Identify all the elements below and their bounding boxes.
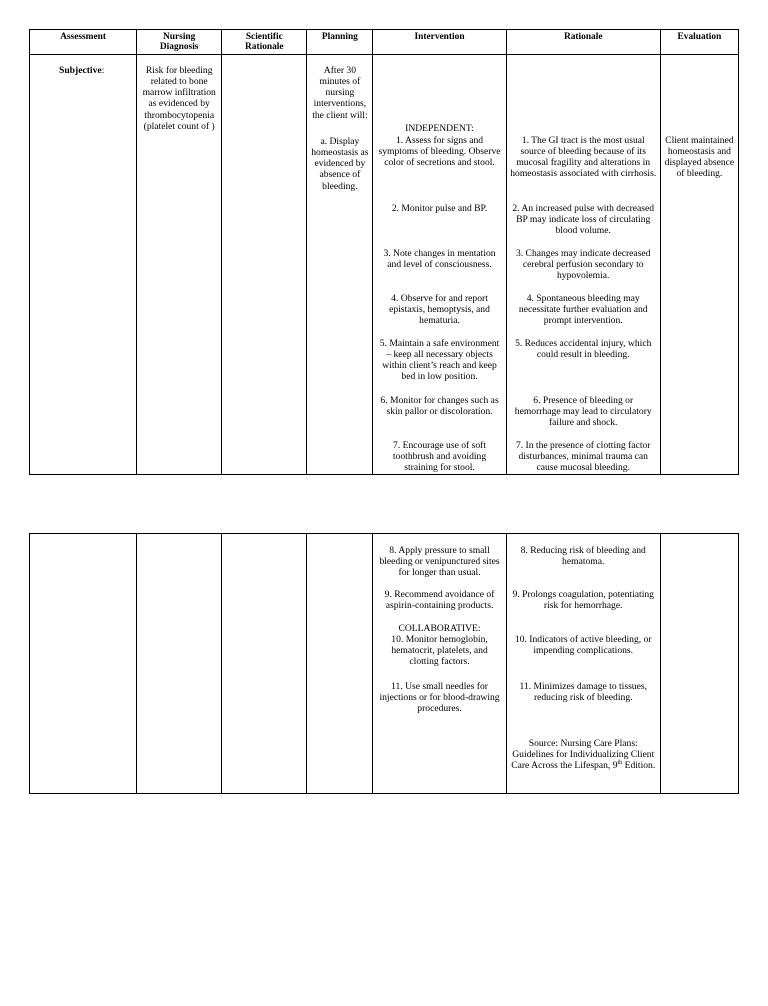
header-planning: Planning [307, 30, 373, 55]
intervention-cell [373, 55, 506, 475]
rationale-item: 1. The GI tract is the most usual source of bleeding because of its mucosal fragility and alterations in homeostasis associated with cirrhosis. [510, 135, 657, 180]
intervention-item: 8. Apply pressure to small bleeding or venipunctured sites for longer than usual. [379, 545, 500, 579]
planning-intro: After 30 minutes of nursing interventions, the client will: [312, 65, 368, 121]
rationale-item: 9. Prolongs coagulation, potentiating risk for hemorrhage. [512, 589, 654, 612]
intervention-item: 4. Observe for and report epistaxis, hemoptysis, and hematuria. [389, 293, 490, 327]
rationale-item: 4. Spontaneous bleeding may necessitate further evaluation and prompt intervention. [518, 293, 648, 327]
collaborative-label: COLLABORATIVE: [398, 623, 481, 634]
intervention-item: 10. Monitor hemoglobin, hematocrit, platelets, and clotting factors. [391, 634, 488, 668]
evaluation-text: Client maintained homeostasis and displayed absence of bleeding. [664, 135, 735, 180]
scientific-rationale-cell [222, 534, 307, 794]
rationale-item: 3. Changes may indicate decreased cerebral perfusion secondary to hypovolemia. [515, 248, 651, 282]
independent-label: INDEPENDENT: [405, 123, 474, 134]
subjective-label: Subjective: [59, 65, 105, 76]
header-assessment: Assessment [30, 30, 137, 55]
care-plan-table-part-2 [29, 533, 739, 794]
rationale-item: 5. Reduces accidental injury, which could result in bleeding. [515, 338, 652, 361]
nursing-diagnosis-text: Risk for bleeding related to bone marrow infiltration as evidenced by thrombocytopenia (platelet count of ) [142, 65, 216, 132]
rationale-item: 7. In the presence of clotting factor disturbances, minimal trauma can cause mucosal bleeding. [515, 440, 651, 474]
rationale-item: 6. Presence of bleeding or hemorrhage may lead to circulatory failure and shock. [514, 395, 652, 429]
scientific-rationale-cell [222, 55, 307, 475]
header-nursing-diagnosis: Nursing Diagnosis [137, 30, 222, 55]
rationale-item: 8. Reducing risk of bleeding and hematoma. [520, 545, 646, 568]
rationale-item: 10. Indicators of active bleeding, or impending complications. [514, 634, 652, 657]
diagnosis-cell [137, 55, 222, 475]
intervention-item: 2. Monitor pulse and BP. [391, 203, 488, 214]
header-intervention: Intervention [373, 30, 506, 55]
planning-cell [307, 534, 373, 794]
header-scientific-rationale: Scientific Rationale [222, 30, 307, 55]
intervention-item: 5. Maintain a safe environment – keep all necessary objects within client’s reach and keep bed in low position. [379, 338, 500, 383]
rationale-item: 2. An increased pulse with decreased BP may indicate loss of circulating blood volume. [512, 203, 655, 237]
intervention-item: 9. Recommend avoidance of aspirin-containing products. [384, 589, 495, 612]
evaluation-cell [660, 55, 738, 475]
body-row [30, 55, 739, 475]
care-plan-table-part-1 [29, 29, 739, 475]
header-row [30, 30, 739, 55]
assessment-cell [30, 55, 137, 475]
intervention-item: 3. Note changes in mentation and level of consciousness. [383, 248, 496, 271]
assessment-cell [30, 534, 137, 794]
body-row-continued [30, 534, 739, 794]
diagnosis-cell [137, 534, 222, 794]
intervention-item: 1. Assess for signs and symptoms of bleeding. Observe color of secretions and stool. [378, 135, 501, 169]
planning-cell [307, 55, 373, 475]
intervention-item: 7. Encourage use of soft toothbrush and avoiding straining for stool. [392, 440, 487, 474]
intervention-cell [373, 534, 506, 794]
intervention-item: 11. Use small needles for injections or for blood-drawing procedures. [379, 681, 500, 715]
rationale-cell [506, 534, 660, 794]
source-citation: Source: Nursing Care Plans: Guidelines for Individualizing Client Care Across the Lifespan, 9th Edition. [511, 738, 656, 772]
intervention-item: 6. Monitor for changes such as skin pallor or discoloration. [380, 395, 499, 418]
evaluation-cell [660, 534, 738, 794]
rationale-cell [506, 55, 660, 475]
header-rationale: Rationale [506, 30, 660, 55]
header-evaluation: Evaluation [660, 30, 738, 55]
planning-goal: a. Display homeostasis as evidenced by absence of bleeding. [311, 136, 369, 192]
rationale-item: 11. Minimizes damage to tissues, reducing risk of bleeding. [519, 681, 647, 704]
